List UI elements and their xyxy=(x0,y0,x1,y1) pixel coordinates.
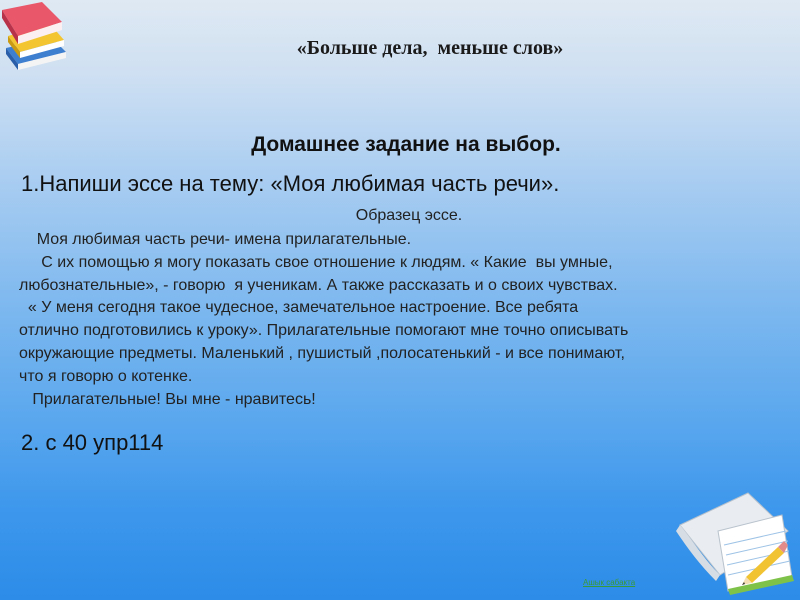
notebook-pencil-icon xyxy=(670,485,795,595)
essay-line: « У меня сегодня такое чудесное, замечательное настроение. Все ребята xyxy=(19,299,579,317)
essay-line: С их помощью я могу показать свое отношение к людям. « Какие вы умные, xyxy=(19,253,613,271)
essay-line: отлично подготовились к уроку». Прилагательные помогают мне точно описывать xyxy=(19,322,629,340)
essay-line: любознательные», - говорю я ученикам. А также рассказать и о своих чувствах. xyxy=(19,276,618,294)
essay-line: Прилагательные! Вы мне - нравитесь! xyxy=(19,390,316,408)
task-1: 1.Напиши эссе на тему: «Моя любимая часть речи». xyxy=(21,171,560,196)
sample-essay-title: Образец эссе. xyxy=(355,207,463,224)
task-2: 2. с 40 упр114 xyxy=(21,430,164,455)
slide-title: «Больше дела, меньше слов» xyxy=(296,37,564,59)
homework-heading: Домашнее задание на выбор. xyxy=(251,133,561,156)
essay-line: Моя любимая часть речи- имена прилагательные. xyxy=(19,231,412,248)
footer-link[interactable]: Ашык сабакта xyxy=(583,578,636,587)
essay-line: что я говорю о котенке. xyxy=(19,367,193,385)
essay-line: окружающие предметы. Маленький , пушистый ,полосатенький - и все понимают, xyxy=(19,344,625,362)
sample-essay xyxy=(19,229,789,411)
